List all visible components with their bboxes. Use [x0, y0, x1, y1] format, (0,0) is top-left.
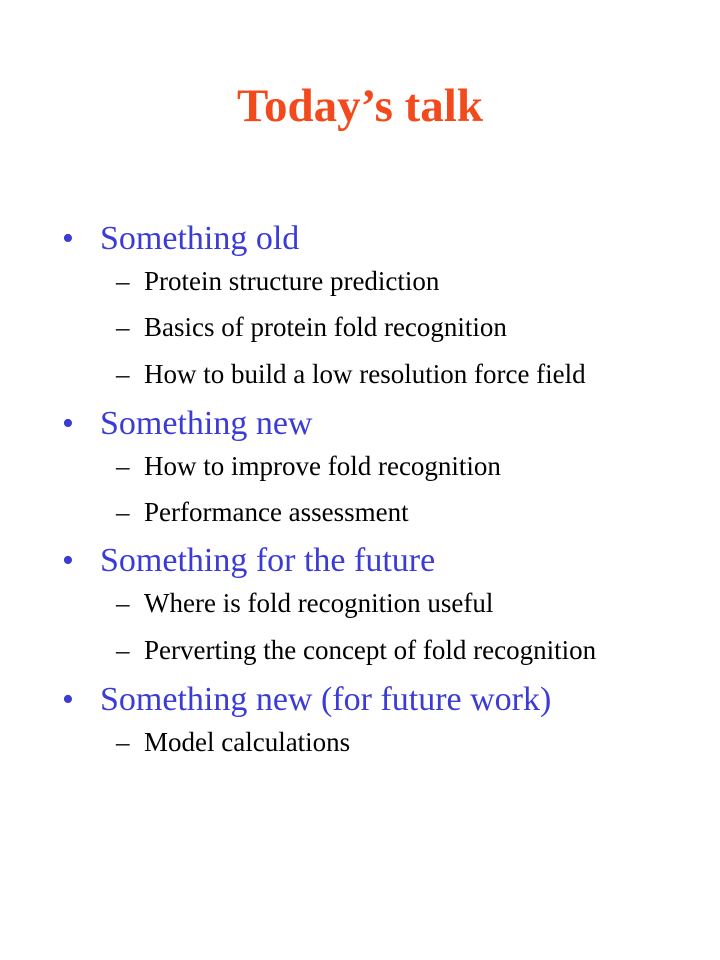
sub-item	[116, 632, 662, 668]
sub-item-text: Protein structure prediction	[144, 266, 440, 296]
sub-list	[116, 264, 662, 392]
bullet-icon: •	[62, 220, 74, 257]
section-something-new-future-work	[62, 680, 662, 720]
bullet-list	[62, 219, 662, 771]
slide-title: Today’s talk	[237, 80, 483, 132]
sub-item-text: Where is fold recognition useful	[144, 588, 494, 618]
sub-item-text: Performance assessment	[144, 497, 409, 527]
sub-item	[116, 449, 662, 483]
dash-icon: –	[116, 588, 130, 618]
bullet-icon: •	[62, 681, 74, 718]
dash-icon: –	[116, 497, 130, 527]
sub-list	[116, 586, 662, 668]
sub-item-text: How to build a low resolution force field	[144, 359, 586, 389]
section-heading: Something new	[100, 405, 313, 442]
sub-item-text: Model calculations	[144, 727, 351, 757]
section-heading: Something old	[100, 220, 300, 257]
sub-item	[116, 725, 662, 759]
sub-item-text: Basics of protein fold recognition	[144, 312, 507, 342]
sub-list	[116, 449, 662, 529]
section-heading: Something for the future	[100, 542, 436, 579]
section-something-for-the-future	[62, 541, 662, 581]
sub-item	[116, 356, 662, 392]
section-something-old	[62, 219, 662, 259]
sub-list	[116, 725, 662, 759]
section-something-new	[62, 404, 662, 444]
dash-icon: –	[116, 312, 130, 342]
section-heading: Something new (for future work)	[100, 681, 552, 718]
bullet-icon: •	[62, 542, 74, 579]
sub-item	[116, 310, 662, 344]
sub-item	[116, 264, 662, 298]
sub-item	[116, 495, 662, 529]
sub-item-text: Perverting the concept of fold recognition	[144, 635, 597, 665]
bullet-icon: •	[62, 405, 74, 442]
dash-icon: –	[116, 266, 130, 296]
dash-icon: –	[116, 727, 130, 757]
dash-icon: –	[116, 451, 130, 481]
dash-icon: –	[116, 635, 130, 665]
sub-item	[116, 586, 662, 620]
dash-icon: –	[116, 359, 130, 389]
sub-item-text: How to improve fold recognition	[144, 451, 501, 481]
